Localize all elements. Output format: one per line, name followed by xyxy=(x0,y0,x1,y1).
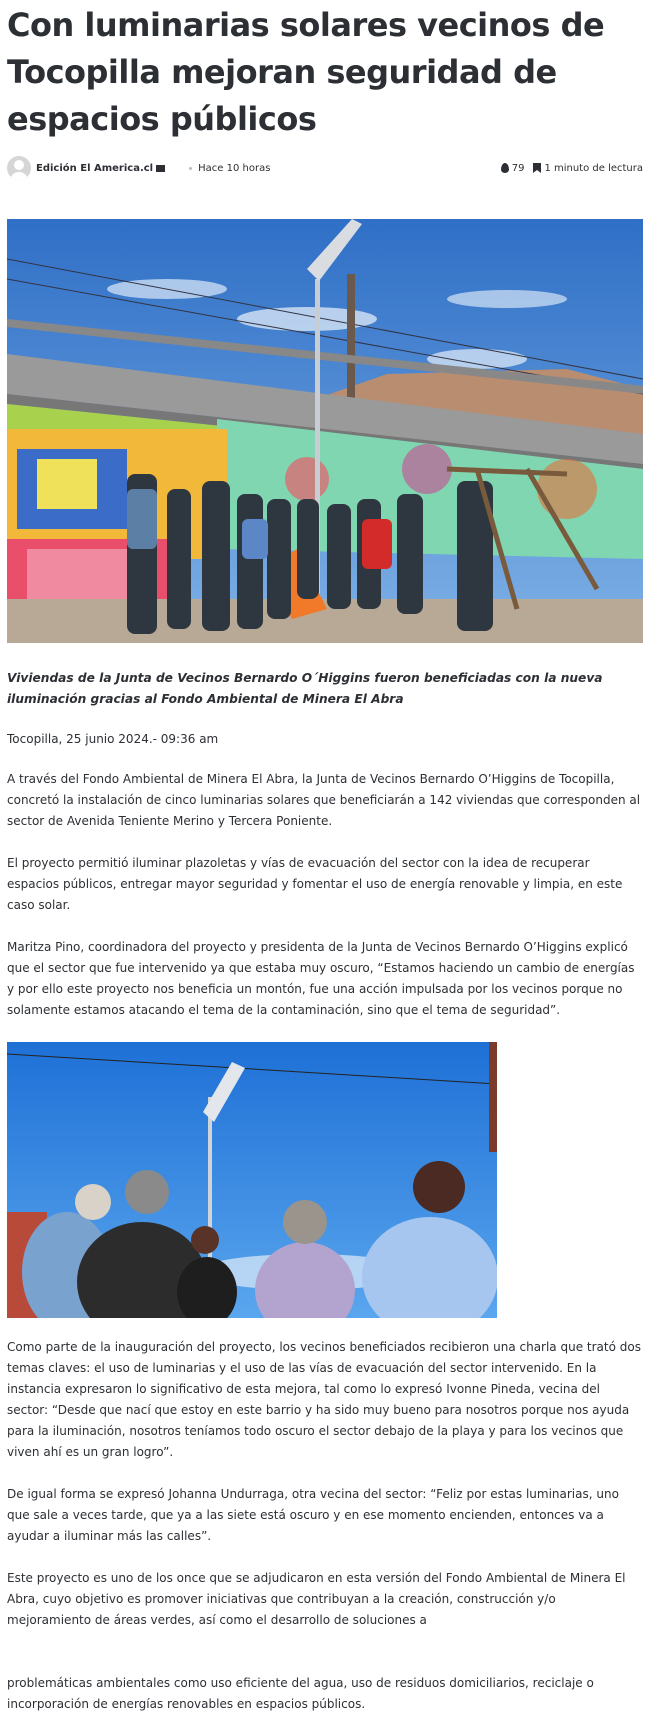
dateline: Tocopilla, 25 junio 2024.- 09:36 am xyxy=(7,732,219,746)
article-stats xyxy=(501,163,643,174)
photo-caption: Viviendas de la Junta de Vecinos Bernardo O´Higgins fueron beneficiadas con la nueva iluminación gracias al Fondo Ambiental de Minera El Abra xyxy=(7,671,603,706)
article-meta xyxy=(7,155,643,181)
bookmark-icon xyxy=(533,163,541,173)
article-photo-secondary xyxy=(7,1042,497,1318)
author-avatar[interactable] xyxy=(7,156,31,180)
paragraph: Este proyecto es uno de los once que se adjudicaron en esta versión del Fondo Ambiental de Minera El Abra, cuyo objetivo es promover iniciativas que contribuyan a la creación, construcción y/o mejoramiento de áreas verdes, así como el desarrollo de soluciones a xyxy=(7,1571,626,1627)
read-time: 1 minuto de lectura xyxy=(544,162,643,174)
article-photo-main xyxy=(7,219,643,643)
flame-icon xyxy=(501,163,509,173)
paragraph: El proyecto permitió iluminar plazoletas y vías de evacuación del sector con la idea de recuperar espacios públicos, entregar mayor seguridad y fomentar el uso de energía renovable y limpia, en este caso solar. xyxy=(7,856,623,912)
mail-icon[interactable] xyxy=(156,165,165,172)
paragraph: A través del Fondo Ambiental de Minera El Abra, la Junta de Vecinos Bernardo O’Higgins de Tocopilla, concretó la instalación de cinco luminarias solares que beneficiarán a 142 viviendas que corresponden al sector de Avenida Teniente Merino y Tercera Poniente. xyxy=(7,772,641,828)
view-count: 79 xyxy=(511,162,525,174)
publish-time: Hace 10 horas xyxy=(198,162,271,174)
article-title: Con luminarias solares vecinos de Tocopilla mejoran seguridad de espacios públicos xyxy=(7,6,605,138)
article xyxy=(7,0,643,1715)
paragraph: Maritza Pino, coordinadora del proyecto y presidenta de la Junta de Vecinos Bernardo O’Higgins explicó que el sector que fue intervenido ya que estaba muy oscuro, “Estamos haciendo un cambio de energías y por ello este proyecto nos beneficia un montón, fue una acción impulsada por los vecinos porque no solamente estamos atacando el tema de la contaminación, sino que el tema de seguridad”. xyxy=(7,940,635,1017)
paragraph: De igual forma se expresó Johanna Undurraga, otra vecina del sector: “Feliz por estas luminarias, uno que sale a veces tarde, que ya a las siete está oscuro y en ese momento encienden, entonces va a ayudar a iluminar más las calles”. xyxy=(7,1487,619,1543)
paragraph: Como parte de la inauguración del proyecto, los vecinos beneficiados recibieron una charla que trató dos temas claves: el uso de luminarias y el uso de las vías de evacuación del sector intervenido. En la instancia expresaron lo significativo de esta mejora, tal como lo expresó Ivonne Pineda, vecina del sector: “Desde que nací que estoy en este barrio y ha sido muy bueno para nosotros porque nos ayuda para la iluminación, nosotros teníamos todo oscuro el sector debajo de la playa y para los vecinos que viven ahí es un gran logro”. xyxy=(7,1340,641,1459)
separator-dot xyxy=(189,167,192,170)
author-link[interactable]: Edición El America.cl xyxy=(36,162,154,174)
paragraph: problemáticas ambientales como uso eficiente del agua, uso de residuos domiciliarios, reciclaje o incorporación de energías renovables en espacios públicos. xyxy=(7,1676,594,1711)
